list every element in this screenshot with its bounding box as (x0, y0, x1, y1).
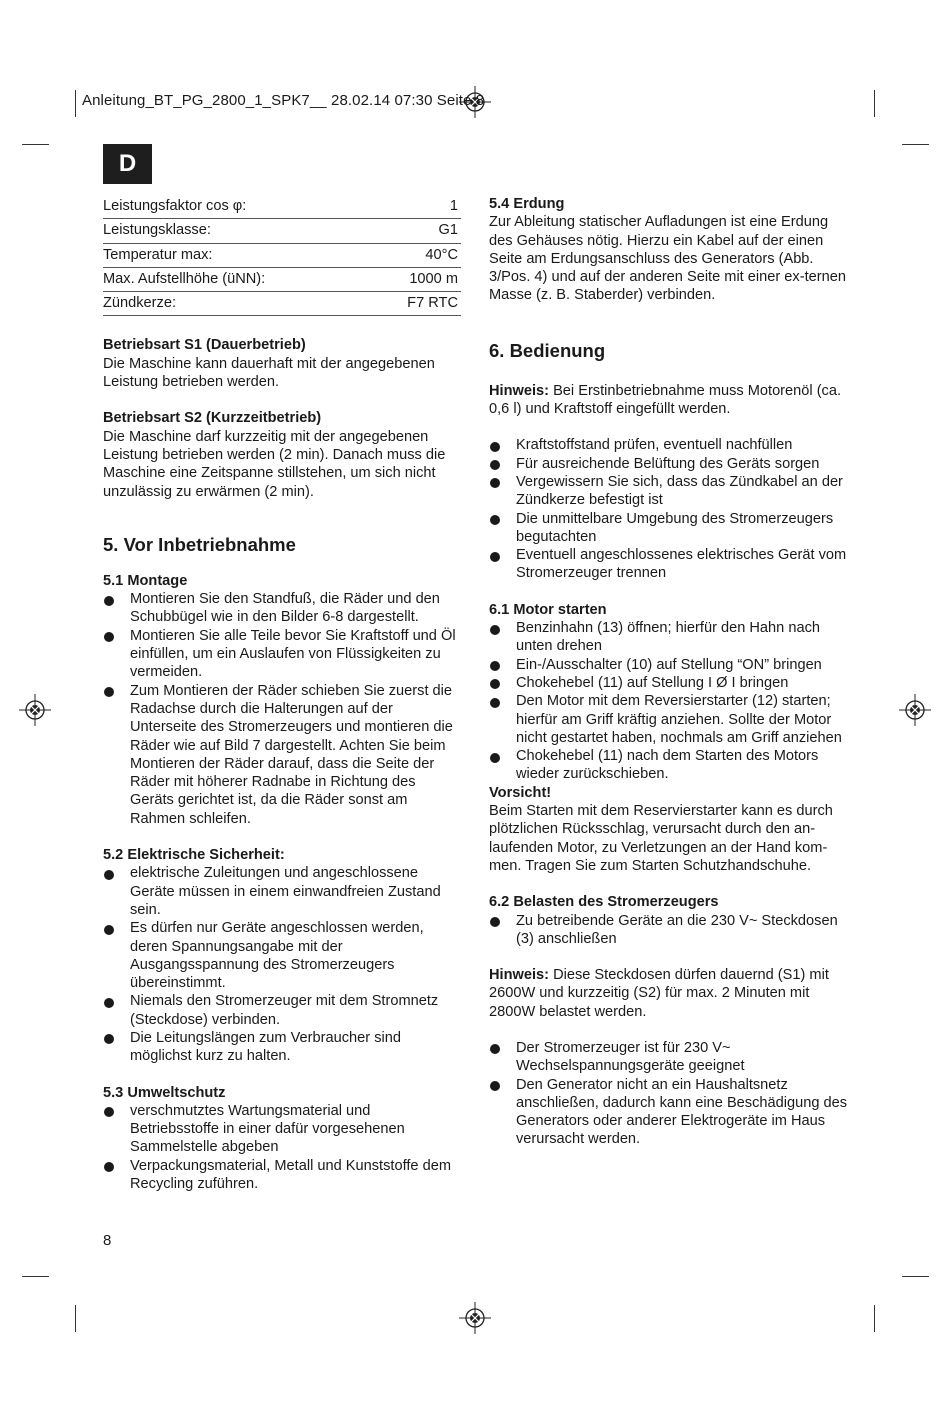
spec-value: 40°C (372, 243, 461, 267)
s2-title: Betriebsart S2 (Kurzzeitbetrieb) (103, 410, 322, 427)
crop-mark (75, 90, 76, 117)
hinweis-label: Hinweis: (489, 382, 550, 399)
list-item: Vergewissern Sie sich, dass das Zündkabel an der Zündkerze befestigt ist (489, 473, 849, 510)
spec-value: F7 RTC (372, 292, 461, 316)
list-item: Den Generator nicht an ein Haushaltsnetz anschließen, dadurch kann eine Beschädigung des Generators oder anderer Elektrogeräte im Haus verursacht werden. (489, 1076, 849, 1149)
right-column (489, 195, 849, 1149)
montage-list (103, 590, 463, 828)
spec-table (103, 195, 461, 316)
crop-mark (22, 1276, 49, 1277)
spec-label: Leistungsklasse: (103, 219, 372, 243)
list-item: Chokehebel (11) nach dem Starten des Motors wieder zurückschieben. (489, 747, 849, 784)
list-item: Den Motor mit dem Reversierstarter (12) starten; hierfür am Griff kräftig anziehen. Sollte der Motor nicht gestartet haben, nochmals am Griff anziehen (489, 692, 849, 747)
hinweis-label: Hinweis: (489, 967, 550, 984)
spec-value: G1 (372, 219, 461, 243)
hinweis-text: Diese Steckdosen dürfen dauernd (S1) mit 2600W und kurzzeitig (S2) für max. 2 Minuten mit 2800W belastet werden. (489, 967, 829, 1020)
spec-label: Zündkerze: (103, 292, 372, 316)
spec-row (103, 195, 461, 219)
spec-row (103, 219, 461, 243)
umwelt-title: 5.3 Umweltschutz (103, 1084, 226, 1101)
spec-row (103, 292, 461, 316)
elektrik-list (103, 864, 463, 1065)
montage-title: 5.1 Montage (103, 572, 188, 589)
crop-mark (874, 1305, 875, 1332)
section-5-heading: 5. Vor Inbetriebnahme (103, 533, 296, 555)
registration-mark-icon (899, 694, 931, 726)
list-item: Benzinhahn (13) öffnen; hierfür den Hahn nach unten drehen (489, 619, 849, 656)
registration-mark-icon (19, 694, 51, 726)
spec-value: 1000 m (372, 267, 461, 291)
crop-mark (22, 144, 49, 145)
list-item: Eventuell angeschlossenes elektrisches Gerät vom Stromerzeuger trennen (489, 546, 849, 583)
crop-mark (902, 144, 929, 145)
elektrik-title: 5.2 Elektrische Sicherheit: (103, 847, 285, 864)
hinweis-text: Bei Erstinbetriebnahme muss Motorenöl (ca. 0,6 l) und Kraftstoff eingefüllt werden. (489, 382, 842, 418)
spec-row (103, 267, 461, 291)
s1-text: Die Maschine kann dauerhaft mit der angegebenen Leistung betrieben werden. (103, 355, 435, 391)
list-item: verschmutztes Wartungsmaterial und Betriebsstoffe in einer dafür vorgesehenen Sammelstelle abgeben (103, 1102, 463, 1157)
print-header: Anleitung_BT_PG_2800_1_SPK7__ 28.02.14 07:30 Seite 8 (82, 92, 485, 109)
s1-title: Betriebsart S1 (Dauerbetrieb) (103, 337, 306, 354)
list-item: Es dürfen nur Geräte angeschlossen werden, deren Spannungsangabe mit der Ausgangsspannung des Stromerzeugers übereinstimmt. (103, 919, 463, 992)
list-item: Ein-/Ausschalter (10) auf Stellung “ON” bringen (489, 656, 849, 674)
spec-label: Temperatur max: (103, 243, 372, 267)
umwelt-list (103, 1102, 463, 1193)
list-item: Zum Montieren der Räder schieben Sie zuerst die Radachse durch die Halterungen auf der Unterseite des Stromerzeugers und montieren die Räder wie auf Bild 7 dargestellt. Achten Sie beim Montieren der Räder darauf, dass die Seite der Räder mit höherer Radnabe in Richtung des Geräts gerichtet ist, da die Räder sonst am Rahmen schleifen. (103, 682, 463, 828)
list-item: Die Leitungslängen zum Verbraucher sind möglichst kurz zu halten. (103, 1029, 463, 1066)
erdung-text: Zur Ableitung statischer Aufladungen ist eine Erdung des Gehäuses nötig. Hierzu ein Kabel auf der einen Seite am Erdungsanschluss des Generators (Abb. 3/Pos. 4) und auf der anderen Seite mit einer ex-ternen Masse (z. B. Staberder) verbinden. (489, 214, 846, 304)
page-number: 8 (103, 1232, 112, 1249)
list-item: elektrische Zuleitungen und angeschlossene Geräte müssen in einem einwandfreien Zustand sein. (103, 864, 463, 919)
hinweis-2 (489, 966, 849, 1021)
registration-mark-icon (459, 1302, 491, 1334)
left-column (103, 195, 463, 1193)
list-item: Zu betreibende Geräte an die 230 V~ Steckdosen (3) anschließen (489, 912, 849, 949)
list-item: Der Stromerzeuger ist für 230 V~ Wechselspannungsgeräte geeignet (489, 1039, 849, 1076)
preparation-list (489, 436, 849, 582)
spec-value: 1 (372, 195, 461, 219)
belasten-title: 6.2 Belasten des Stromerzeugers (489, 894, 719, 911)
crop-mark (902, 1276, 929, 1277)
crop-mark (874, 90, 875, 117)
spec-label: Leistungsfaktor cos φ: (103, 195, 372, 219)
list-item: Verpackungsmaterial, Metall und Kunststoffe dem Recycling zuführen. (103, 1157, 463, 1194)
vorsicht-text: Beim Starten mit dem Reservierstarter kann es durch plötzlichen Rücksschlag, verursacht durch den an-laufenden Motor, zu Verletzungen an der Hand kom-men. Tragen Sie zum Starten Schutzhandschuhe. (489, 803, 833, 874)
spec-label: Max. Aufstellhöhe (üNN): (103, 267, 372, 291)
list-item: Kraftstoffstand prüfen, eventuell nachfüllen (489, 436, 849, 454)
s2-text: Die Maschine darf kurzzeitig mit der angegebenen Leistung betrieben werden (2 min). Danach muss die Maschine eine Zeitspanne stillstehen, um sich nicht unzulässig zu erwärmen (2 min). (103, 428, 446, 500)
belasten-list (489, 912, 849, 949)
start-title: 6.1 Motor starten (489, 601, 607, 618)
vorsicht-title: Vorsicht! (489, 784, 552, 801)
start-list (489, 619, 849, 784)
list-item: Die unmittelbare Umgebung des Stromerzeugers begutachten (489, 510, 849, 547)
list-item: Für ausreichende Belüftung des Geräts sorgen (489, 455, 849, 473)
list-item: Montieren Sie alle Teile bevor Sie Kraftstoff und Öl einfüllen, um ein Auslaufen von Flüssigkeiten zu vermeiden. (103, 627, 463, 682)
list-item: Niemals den Stromerzeuger mit dem Stromnetz (Steckdose) verbinden. (103, 992, 463, 1029)
erdung-title: 5.4 Erdung (489, 196, 565, 212)
hinweis-1 (489, 382, 849, 419)
crop-mark (75, 1305, 76, 1332)
section-6-heading: 6. Bedienung (489, 339, 606, 361)
language-tag: D (103, 144, 152, 184)
spec-row (103, 243, 461, 267)
list-item: Montieren Sie den Standfuß, die Räder und den Schubbügel wie in den Bilder 6-8 dargestellt. (103, 590, 463, 627)
list-item: Chokehebel (11) auf Stellung I Ø I bringen (489, 674, 849, 692)
belasten-list-2 (489, 1039, 849, 1149)
